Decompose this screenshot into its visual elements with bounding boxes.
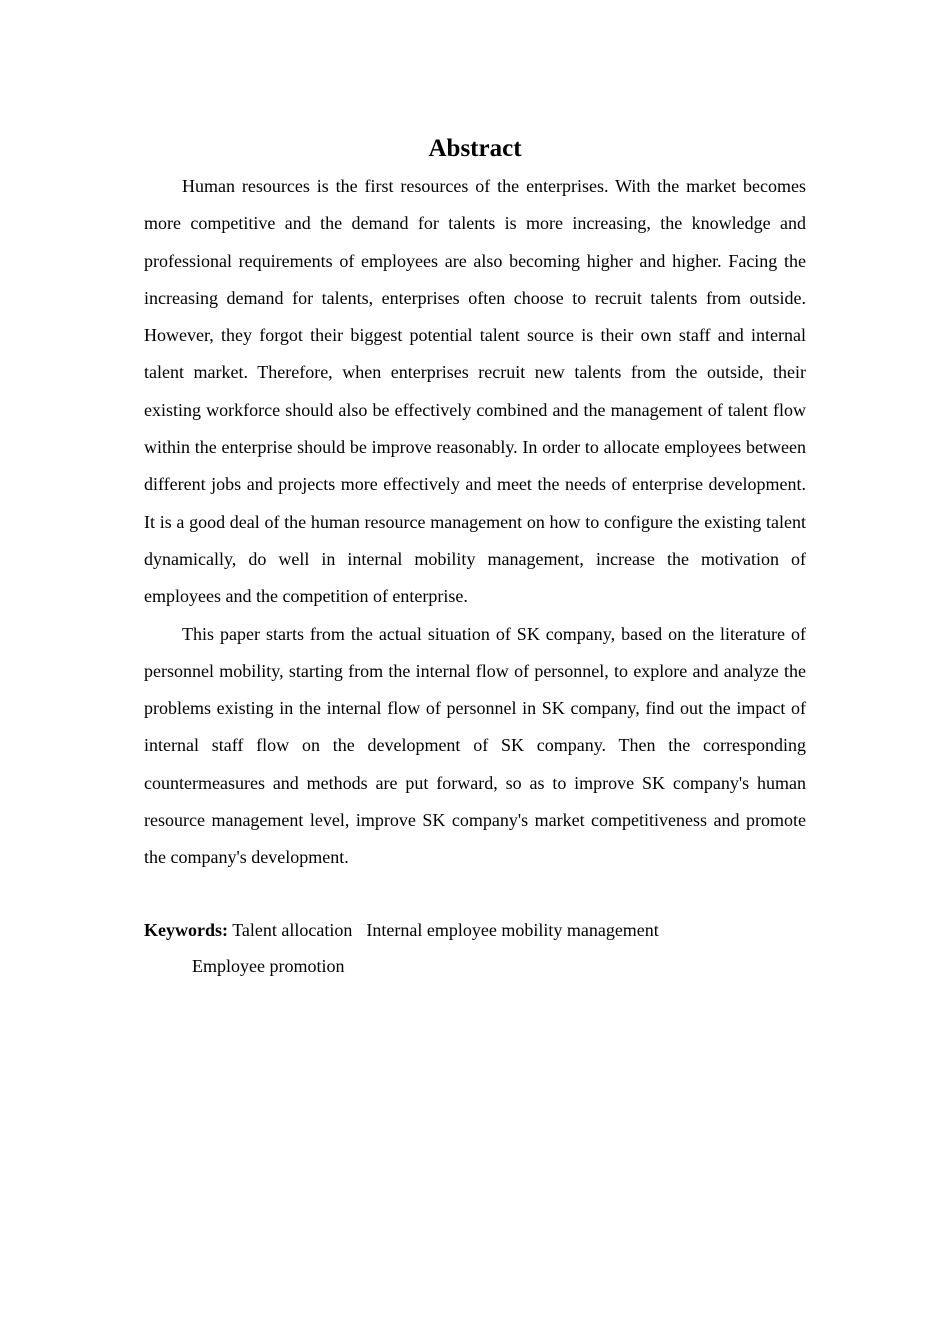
keyword-item: Internal employee mobility management (366, 919, 659, 940)
keywords-line-2 (144, 948, 806, 984)
keyword-item: Employee promotion (192, 955, 345, 976)
keywords-section (144, 912, 806, 984)
keywords-label: Keywords: (144, 919, 228, 940)
abstract-page (144, 130, 806, 984)
abstract-title: Abstract (428, 135, 522, 162)
keywords-line-1 (144, 912, 806, 948)
abstract-paragraph-2: This paper starts from the actual situation of SK company, based on the literature of personnel mobility, starting from the internal flow of personnel, to explore and analyze the problems existing in the internal flow of personnel in SK company, find out the impact of internal staff flow on the development of SK company. Then the corresponding countermeasures and methods are put forward, so as to improve SK company's human resource management level, improve SK company's market competitiveness and promote the company's development. (144, 623, 806, 868)
abstract-paragraph-1: Human resources is the first resources of the enterprises. With the market becomes more competitive and the demand for talents is more increasing, the knowledge and professional requirements of employees are also becoming higher and higher. Facing the increasing demand for talents, enterprises often choose to recruit talents from outside. However, they forgot their biggest potential talent source is their own staff and internal talent market. Therefore, when enterprises recruit new talents from the outside, their existing workforce should also be effectively combined and the management of talent flow within the enterprise should be improve reasonably. In order to allocate employees between different jobs and projects more effectively and meet the needs of enterprise development. It is a good deal of the human resource management on how to configure the existing talent dynamically, do well in internal mobility management, increase the motivation of employees and the competition of enterprise. (144, 176, 806, 607)
keyword-item: Talent allocation (232, 919, 353, 940)
